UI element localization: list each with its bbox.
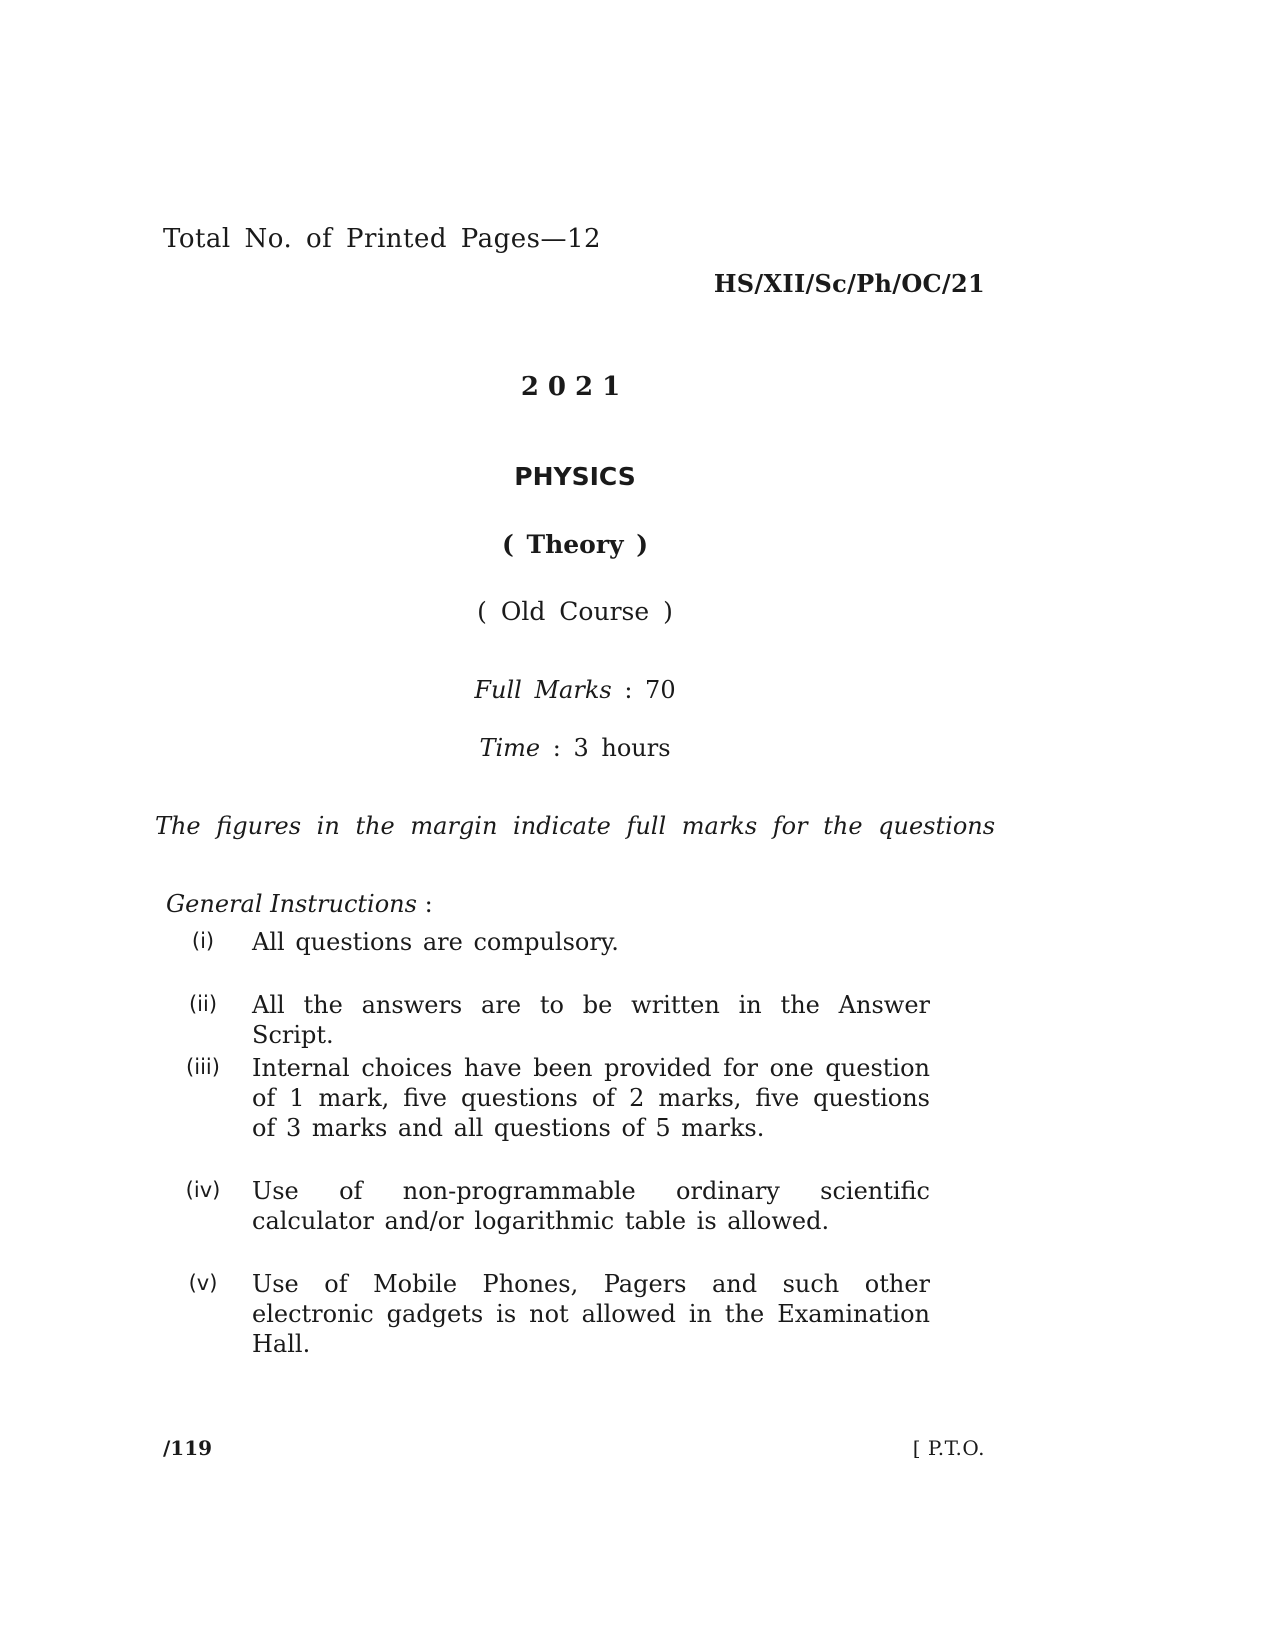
paper-code: HS/XII/Sc/Ph/OC/21 xyxy=(713,269,985,298)
instruction-text: All questions are compulsory. xyxy=(252,928,619,956)
time-label: Time xyxy=(479,734,541,762)
instruction-number: (iii) xyxy=(186,1055,220,1079)
course-label: ( Old Course ) xyxy=(477,597,673,626)
paper-type: ( Theory ) xyxy=(501,530,649,559)
time-value: : 3 hours xyxy=(552,734,671,762)
general-instructions-colon: : xyxy=(416,890,433,918)
margin-note: The figures in the margin indicate full marks for the questions xyxy=(154,812,996,840)
exam-year: 2021 xyxy=(520,372,630,402)
instruction-number: (v) xyxy=(188,1271,218,1295)
full-marks xyxy=(0,676,1150,704)
general-instructions-label: General Instructions xyxy=(166,890,417,918)
instruction-text: Internal choices have been provided for one question of 1 mark, five questions of 2 marks, five questions of 3 marks and all questions of 5 marks. xyxy=(252,1054,930,1142)
exam-time xyxy=(0,734,1150,762)
instruction-number: (i) xyxy=(191,929,215,953)
instruction-text: Use of non-programmable ordinary scientific calculator and/or logarithmic table is allowed. xyxy=(252,1177,930,1235)
full-marks-label: Full Marks xyxy=(474,676,612,704)
general-instructions-heading xyxy=(166,890,433,918)
instruction-text: All the answers are to be written in the Answer Script. xyxy=(252,991,930,1049)
instruction-number: (ii) xyxy=(188,992,218,1016)
subject-title: PHYSICS xyxy=(514,462,636,491)
instruction-text: Use of Mobile Phones, Pagers and such other electronic gadgets is not allowed in the Examination Hall. xyxy=(252,1270,930,1358)
please-turn-over: [ P.T.O. xyxy=(912,1436,985,1460)
total-printed-pages: Total No. of Printed Pages—12 xyxy=(163,224,602,254)
instruction-number: (iv) xyxy=(185,1178,221,1202)
full-marks-value: : 70 xyxy=(624,676,676,704)
footer-code: /119 xyxy=(163,1436,213,1460)
